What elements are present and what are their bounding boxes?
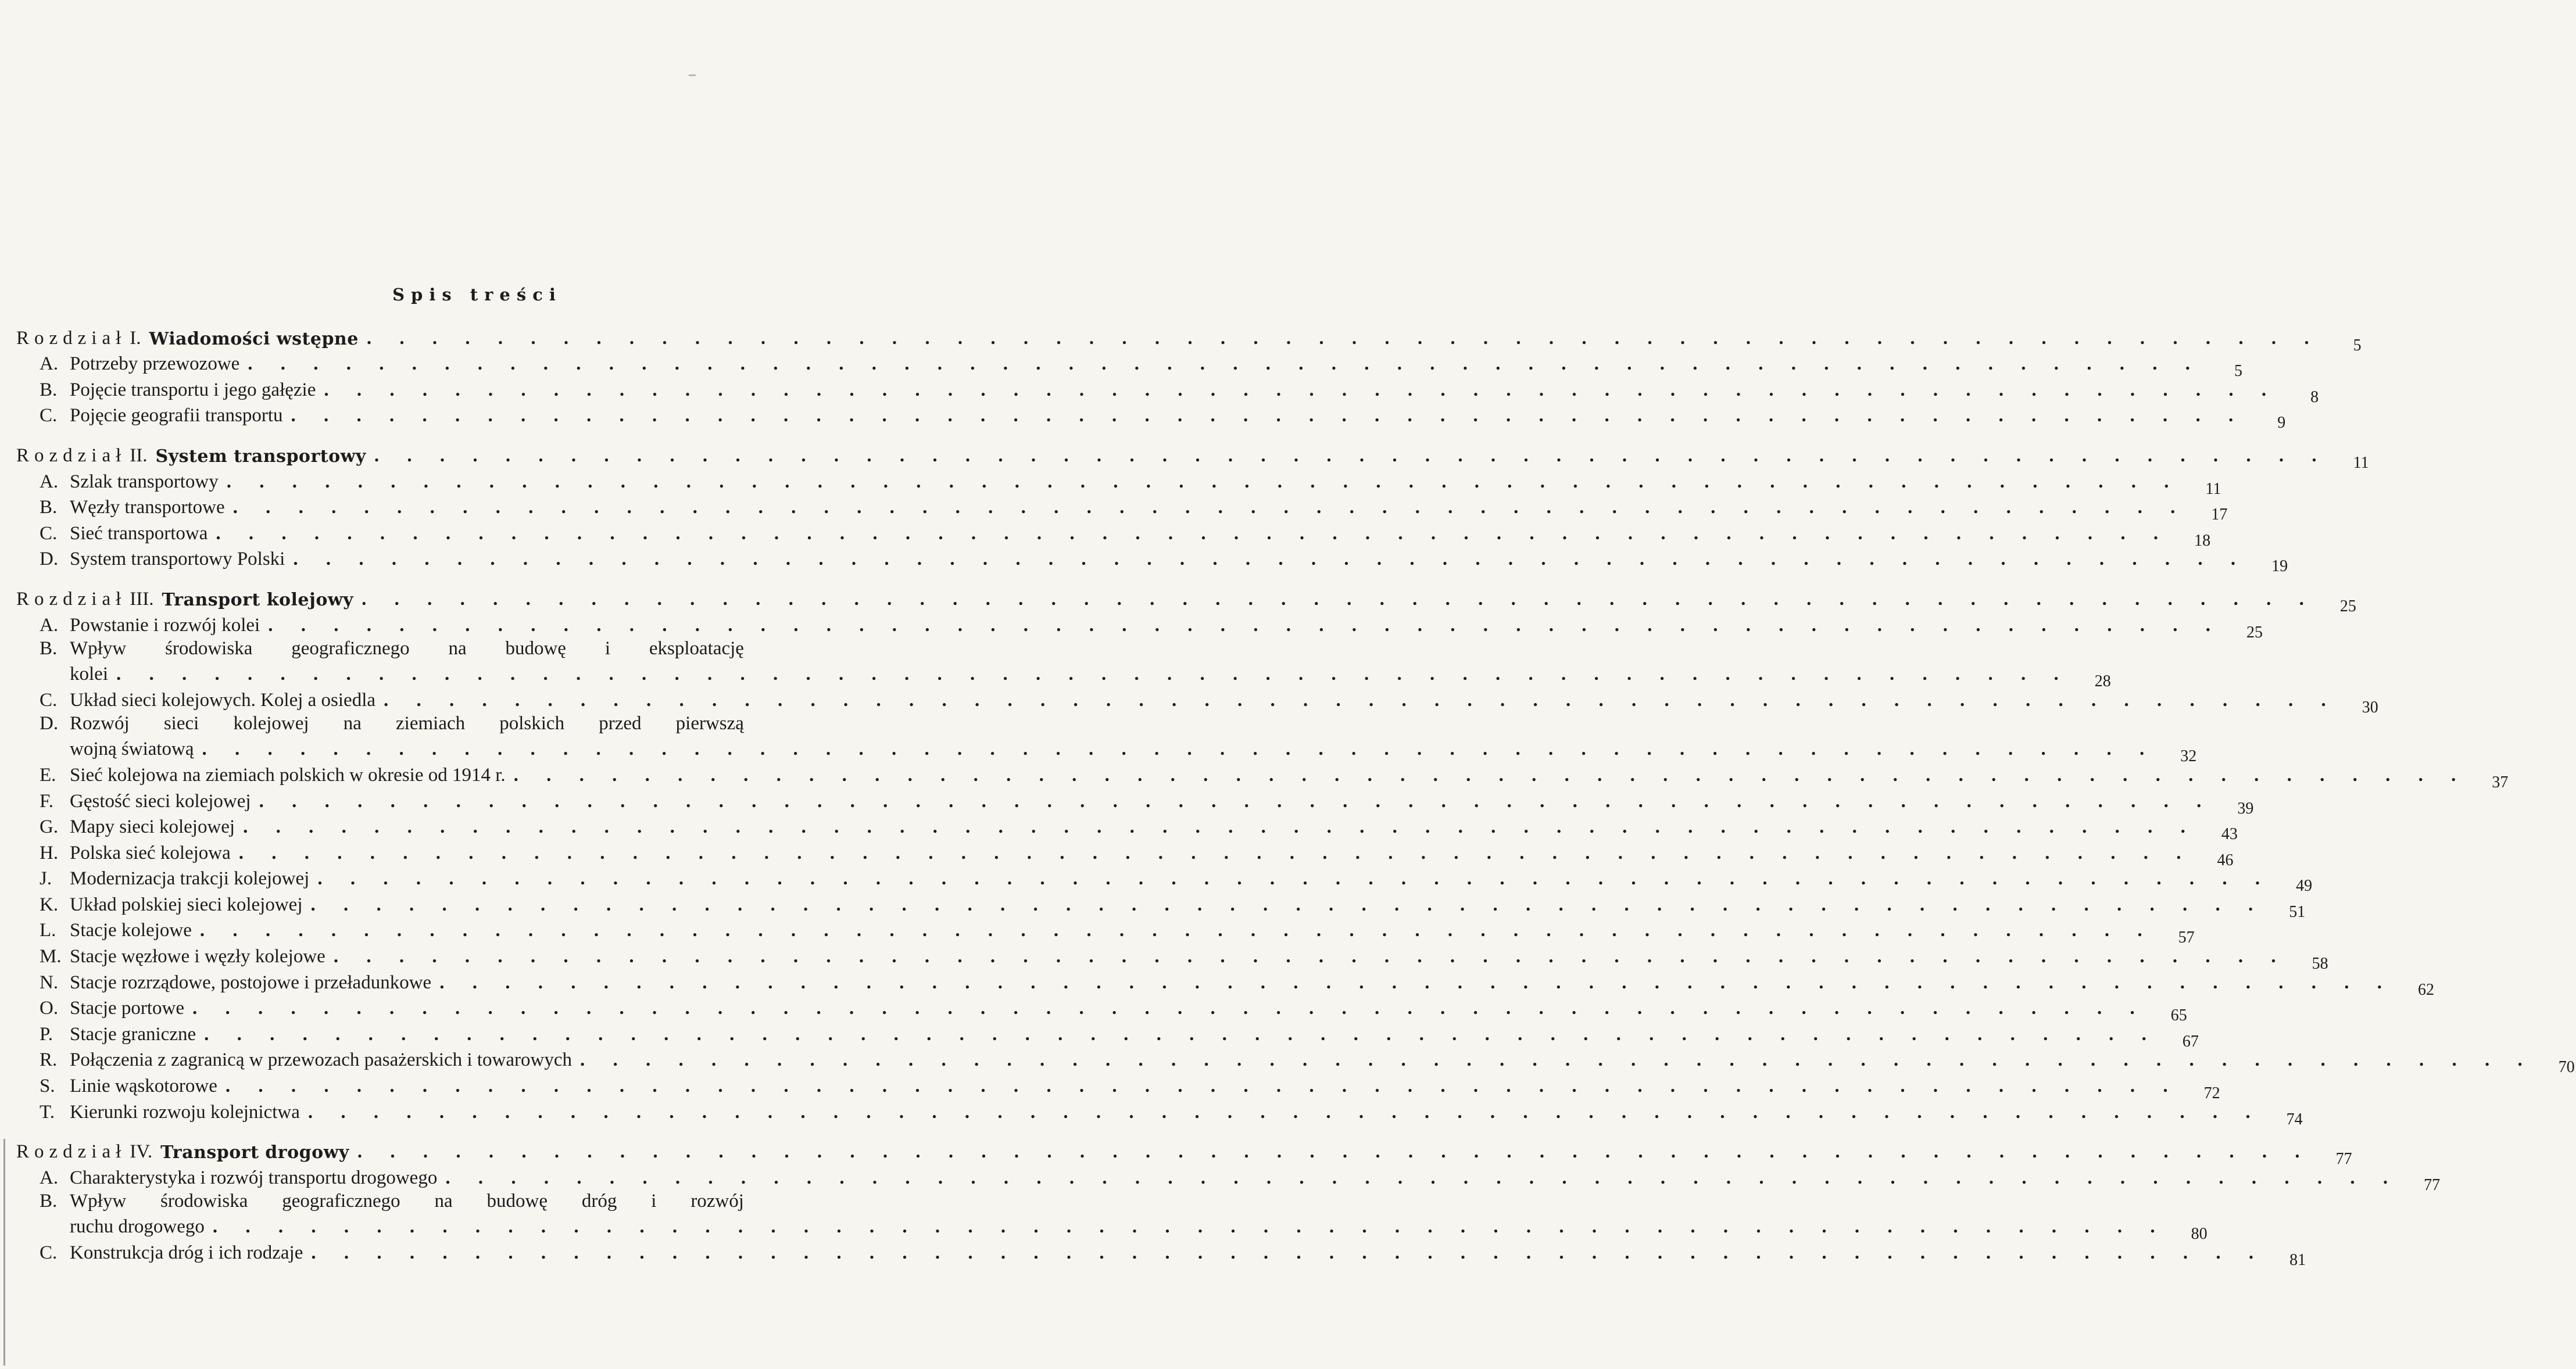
chapter-gap xyxy=(16,570,783,584)
section-title: Sieć transportowa xyxy=(70,522,208,544)
chapter-title: Transport kolejowy xyxy=(162,589,354,610)
section-letter: A. xyxy=(40,353,59,375)
section-title: Stacje kolejowe xyxy=(70,920,192,941)
section-title: System transportowy Polski xyxy=(70,549,285,570)
section-row[interactable] xyxy=(16,1097,2303,1128)
section-label xyxy=(16,1191,744,1212)
chapter-row[interactable] xyxy=(16,323,2362,354)
section-row[interactable] xyxy=(16,890,2306,921)
section-row-continuation[interactable] xyxy=(16,734,2197,766)
section-title-continuation: ruchu drogowego xyxy=(70,1216,205,1238)
section-letter: S. xyxy=(40,1076,55,1097)
page-number: 32 xyxy=(2180,747,2197,766)
section-letter: T. xyxy=(40,1101,55,1123)
section-label xyxy=(16,1024,196,1045)
dot-leader: . . . . . . . . . . . . . . . . . . . . . . . . . . . . . . . . . . . . . . . . . . . . . . . . . . . . . . . . . . . . xyxy=(116,664,2070,685)
section-letter: K. xyxy=(40,894,59,915)
section-letter: N. xyxy=(40,972,59,993)
section-label xyxy=(16,894,303,916)
dot-leader: . . . . . . . . . . . . . . . . . . . . . . . . . . . . . . . . . . . . . . . . . . . . . . . . . . . . . . . . . . . . xyxy=(579,1049,2534,1071)
section-label xyxy=(16,843,231,864)
section-title: Modernizacja trakcji kolejowej xyxy=(70,868,310,890)
page-number: 80 xyxy=(2191,1225,2208,1243)
page-number: 25 xyxy=(2246,623,2263,642)
section-letter: B. xyxy=(40,637,58,659)
page-number: 49 xyxy=(2296,877,2313,895)
dot-leader: . . . . . . . . . . . . . . . . . . . . . . . . . . . . . . . . . . . . . . . . . . . . . . . . . . . . . . . . . . . . xyxy=(310,894,2265,915)
section-label xyxy=(16,998,184,1019)
section-title: Układ sieci kolejowych. Kolej a osiedla xyxy=(70,689,376,711)
page-number: 58 xyxy=(2312,955,2328,973)
section-label xyxy=(16,1102,300,1123)
dot-leader: . . . . . . . . . . . . . . . . . . . . . . . . . . . . . . . . . . . . . . . . . . . . . . . . . . . . . . . . . . . . xyxy=(307,1101,2262,1123)
section-row[interactable] xyxy=(16,760,2509,791)
section-row[interactable] xyxy=(16,1019,2199,1051)
section-title: Stacje graniczne xyxy=(70,1023,196,1045)
section-letter: D. xyxy=(40,712,59,734)
section-title xyxy=(70,1191,744,1212)
dot-leader: . . . . . . . . . . . . . . . . . . . . . . . . . . . . . . . . . . . . . . . . . . . . . . . . . . . . . . . . . . . . xyxy=(445,1167,2400,1188)
dot-leader: . . . . . . . . . . . . . . . . . . . . . . . . . . . . . . . . . . . . . . . . . . . . . . . . . . . . . . . . . . . . xyxy=(232,497,2187,518)
dot-leader: . . . . . . . . . . . . . . . . . . . . . . . . . . . . . . . . . . . . . . . . . . . . . . . . . . . . . . . . . . . . xyxy=(226,471,2181,492)
word: na xyxy=(434,1190,453,1212)
section-row[interactable] xyxy=(16,401,2286,432)
section-label xyxy=(16,405,283,427)
section-letter: R. xyxy=(40,1049,58,1071)
word: na xyxy=(448,637,467,659)
section-title: Sieć kolejowa na ziemiach polskich w okresie od 1914 r. xyxy=(70,764,506,786)
chapter-row[interactable] xyxy=(16,1137,2352,1169)
section-title: Pojęcie geografii transportu xyxy=(70,405,283,427)
section-row[interactable] xyxy=(16,685,2378,716)
word: na xyxy=(343,712,362,734)
section-letter: A. xyxy=(40,1167,59,1188)
section-title: Stacje rozrządowe, postojowe i przeładunkowe xyxy=(70,972,432,993)
scan-edge-mark xyxy=(3,1139,5,1366)
dot-leader: . . . . . . . . . . . . . . . . . . . . . . . . . . . . . . . . . . . . . . . . . . . . . . . . . . . . . . . . . . . . xyxy=(248,353,2202,375)
section-title: Linie wąskotorowe xyxy=(70,1076,217,1097)
section-letter: O. xyxy=(40,998,59,1019)
section-letter: G. xyxy=(40,816,59,838)
page-number: 5 xyxy=(2234,362,2243,381)
word: przed xyxy=(599,712,642,734)
dot-leader: . . . . . . . . . . . . . . . . . . . . . . . . . . . . . . . . . . . . . . . . . . . . . . . . . . . . . . . . . . . . xyxy=(333,946,2288,967)
word: budowę xyxy=(505,637,566,659)
page-number: 57 xyxy=(2178,929,2195,947)
section-row[interactable] xyxy=(16,786,2254,818)
section-row-continuation[interactable] xyxy=(16,1212,2208,1243)
page-number: 46 xyxy=(2217,851,2234,869)
section-letter: F. xyxy=(40,790,53,812)
word: i xyxy=(604,637,610,659)
word: kolejowej xyxy=(233,712,309,734)
chapter-number: II. xyxy=(130,445,148,466)
section-label xyxy=(16,1167,437,1189)
section-label xyxy=(16,765,506,786)
section-row[interactable] xyxy=(16,544,2288,576)
page-number: 17 xyxy=(2211,506,2228,524)
scan-speck xyxy=(689,74,696,76)
chapter-label xyxy=(16,445,366,467)
section-label xyxy=(16,1242,303,1264)
dot-leader: . . . . . . . . . . . . . . . . . . . . . . . . . . . . . . . . . . . . . . . . . . . . . . . . . . . . . . . . . . . . xyxy=(238,842,2193,863)
word: środowiska xyxy=(160,1190,248,1212)
dot-leader: . . . . . . . . . . . . . . . . . . . . . . . . . . . . . . . . . . . . . . . . . . . . . . . . . . . . . . . . . . . . xyxy=(366,327,2321,349)
section-letter: J. xyxy=(40,868,52,890)
word: dróg xyxy=(581,1190,617,1212)
section-title: Gęstość sieci kolejowej xyxy=(70,790,251,812)
word: eksploatację xyxy=(649,637,744,659)
page-number: 65 xyxy=(2170,1006,2187,1025)
page-number: 72 xyxy=(2203,1084,2220,1103)
section-label xyxy=(16,713,744,734)
section-letter: C. xyxy=(40,405,58,427)
page-number: 9 xyxy=(2277,414,2286,432)
dot-leader: . . . . . . . . . . . . . . . . . . . . . . . . . . . . . . . . . . . . . . . . . . . . . . . . . . . . . . . . . . . . xyxy=(212,1216,2167,1238)
section-title: Połączenia z zagranicą w przewozach pasażerskich i towarowych xyxy=(70,1049,572,1071)
dot-leader: . . . . . . . . . . . . . . . . . . . . . . . . . . . . . . . . . . . . . . . . . . . . . . . . . . . . . . . . . . . . xyxy=(293,549,2248,570)
section-label xyxy=(16,972,431,994)
section-row[interactable] xyxy=(16,864,2313,895)
word: Wpływ xyxy=(70,1190,127,1212)
section-label xyxy=(16,523,207,544)
section-title: Układ polskiej sieci kolejowej xyxy=(70,894,303,915)
section-label xyxy=(16,946,325,967)
word: geograficznego xyxy=(291,637,410,659)
section-label xyxy=(16,549,285,570)
section-label xyxy=(16,816,235,838)
section-letter: L. xyxy=(40,920,56,941)
dot-leader: . . . . . . . . . . . . . . . . . . . . . . . . . . . . . . . . . . . . . . . . . . . . . . . . . . . . . . . . . . . . xyxy=(317,868,2272,890)
section-label xyxy=(16,1049,572,1071)
section-row[interactable] xyxy=(16,941,2328,973)
section-title: Pojęcie transportu i jego gałęzie xyxy=(70,379,316,400)
chapter-title: Wiadomości wstępne xyxy=(149,328,359,349)
section-letter: A. xyxy=(40,471,59,492)
section-label xyxy=(16,379,316,401)
chapter-number: I. xyxy=(130,327,141,349)
section-title xyxy=(70,638,744,660)
page-number: 70 xyxy=(2558,1058,2575,1077)
dot-leader: . . . . . . . . . . . . . . . . . . . . . . . . . . . . . . . . . . . . . . . . . . . . . . . . . . . . . . . . . . . . xyxy=(357,1141,2312,1163)
chapter-word: Rozdział xyxy=(16,445,127,466)
section-label xyxy=(16,497,225,518)
section-letter: B. xyxy=(40,379,58,400)
page-number: 67 xyxy=(2182,1032,2199,1051)
chapter-title: System transportowy xyxy=(155,446,366,467)
word: rozwój xyxy=(690,1190,744,1212)
page-number: 77 xyxy=(2335,1150,2352,1169)
chapter-row[interactable] xyxy=(16,584,2356,615)
chapter-number: IV. xyxy=(130,1141,153,1163)
section-label xyxy=(16,615,260,636)
section-row[interactable] xyxy=(16,375,2319,406)
section-letter: C. xyxy=(40,1242,58,1263)
section-title: Charakterystyka i rozwój transportu drogowego xyxy=(70,1167,438,1188)
page-number: 62 xyxy=(2417,980,2434,999)
dot-leader: . . . . . . . . . . . . . . . . . . . . . . . . . . . . . . . . . . . . . . . . . . . . . . . . . . . . . . . . . . . . xyxy=(243,816,2197,838)
section-row[interactable] xyxy=(16,994,2187,1025)
dot-leader: . . . . . . . . . . . . . . . . . . . . . . . . . . . . . . . . . . . . . . . . . . . . . . . . . . . . . . . . . . . . xyxy=(324,379,2278,400)
chapter-word: Rozdział xyxy=(16,1141,127,1163)
section-title xyxy=(70,713,744,734)
page-number: 37 xyxy=(2492,773,2509,791)
section-label xyxy=(16,471,219,493)
chapter-title: Transport drogowy xyxy=(160,1142,349,1163)
word: budowę xyxy=(486,1190,548,1212)
dot-leader: . . . . . . . . . . . . . . . . . . . . . . . . . . . . . . . . . . . . . . . . . . . . . . . . . . . . . . . . . . . . xyxy=(384,689,2338,711)
section-title: Szlak transportowy xyxy=(70,471,219,492)
dot-leader: . . . . . . . . . . . . . . . . . . . . . . . . . . . . . . . . . . . . . . . . . . . . . . . . . . . . . . . . . . . . xyxy=(259,790,2213,812)
section-letter: D. xyxy=(40,549,59,570)
page-number: 43 xyxy=(2221,825,2238,844)
section-title: Kierunki rozwoju kolejnictwa xyxy=(70,1101,300,1123)
section-row[interactable] xyxy=(16,838,2234,869)
page-number: 28 xyxy=(2094,672,2111,691)
page-number: 19 xyxy=(2271,557,2288,576)
dot-leader: . . . . . . . . . . . . . . . . . . . . . . . . . . . . . . . . . . . . . . . . . . . . . . . . . . . . . . . . . . . . xyxy=(225,1076,2180,1097)
chapter-word: Rozdział xyxy=(16,588,127,610)
section-label xyxy=(16,791,251,812)
table-of-contents xyxy=(16,323,2575,1269)
section-row[interactable] xyxy=(16,467,2221,498)
section-row[interactable] xyxy=(16,349,2243,381)
word: Wpływ xyxy=(70,637,127,659)
dot-leader: . . . . . . . . . . . . . . . . . . . . . . . . . . . . . . . . . . . . . . . . . . . . . . . . . . . . . . . . . . . . xyxy=(204,1023,2158,1045)
section-row[interactable] xyxy=(16,636,783,660)
dot-leader: . . . . . . . . . . . . . . . . . . . . . . . . . . . . . . . . . . . . . . . . . . . . . . . . . . . . . . . . . . . . xyxy=(192,998,2146,1019)
word: geograficznego xyxy=(282,1190,400,1212)
toc-heading: Spis treści xyxy=(392,285,562,304)
dot-leader: . . . . . . . . . . . . . . . . . . . . . . . . . . . . . . . . . . . . . . . . . . . . . . . . . . . . . . . . . . . . xyxy=(291,405,2245,427)
section-letter: B. xyxy=(40,1190,58,1212)
chapter-label xyxy=(16,328,359,349)
section-letter: C. xyxy=(40,689,58,711)
dot-leader: . . . . . . . . . . . . . . . . . . . . . . . . . . . . . . . . . . . . . . . . . . . . . . . . . . . . . . . . . . . . xyxy=(202,739,2156,760)
word: polskich xyxy=(499,712,565,734)
page-number: 5 xyxy=(2353,336,2362,354)
page-number: 8 xyxy=(2310,388,2319,406)
section-letter: E. xyxy=(40,764,56,786)
section-row[interactable] xyxy=(16,518,2211,550)
section-row[interactable] xyxy=(16,610,2263,642)
dot-leader: . . . . . . . . . . . . . . . . . . . . . . . . . . . . . . . . . . . . . . . . . . . . . . . . . . . . . . . . . . . . xyxy=(439,972,2393,993)
section-row[interactable] xyxy=(16,1071,2220,1103)
section-row[interactable] xyxy=(16,812,2238,844)
section-label xyxy=(16,690,375,711)
dot-leader: . . . . . . . . . . . . . . . . . . . . . . . . . . . . . . . . . . . . . . . . . . . . . . . . . . . . . . . . . . . . xyxy=(513,764,2468,786)
page-number: 11 xyxy=(2353,453,2369,472)
section-title-continuation: wojną światową xyxy=(70,739,194,760)
dot-leader: . . . . . . . . . . . . . . . . . . . . . . . . . . . . . . . . . . . . . . . . . . . . . . . . . . . . . . . . . . . . xyxy=(216,522,2170,544)
page-number: 30 xyxy=(2362,698,2378,716)
section-title: Polska sieć kolejowa xyxy=(70,842,231,863)
chapter-gap xyxy=(16,427,783,440)
word: sieci xyxy=(163,712,199,734)
section-row[interactable] xyxy=(16,967,2434,999)
section-row-continuation[interactable] xyxy=(16,660,2111,691)
section-title: Potrzeby przewozowe xyxy=(70,353,240,375)
section-title-continuation: kolei xyxy=(70,664,108,685)
word: i xyxy=(651,1190,657,1212)
page-number: 11 xyxy=(2205,479,2221,498)
page-number: 81 xyxy=(2289,1251,2306,1269)
dot-leader: . . . . . . . . . . . . . . . . . . . . . . . . . . . . . . . . . . . . . . . . . . . . . . . . . . . . . . . . . . . . xyxy=(374,445,2328,466)
chapter-row[interactable] xyxy=(16,440,2369,472)
page-number: 25 xyxy=(2339,597,2356,615)
chapter-gap xyxy=(16,1123,783,1137)
chapter-label xyxy=(16,1141,349,1163)
page-number: 39 xyxy=(2237,799,2254,818)
section-row[interactable] xyxy=(16,1238,2306,1269)
dot-leader: . . . . . . . . . . . . . . . . . . . . . . . . . . . . . . . . . . . . . . . . . . . . . . . . . . . . . . . . . . . . xyxy=(311,1242,2266,1263)
section-title: Stacje węzłowe i węzły kolejowe xyxy=(70,946,325,967)
section-letter: B. xyxy=(40,497,58,518)
chapter-label xyxy=(16,589,353,610)
section-letter: A. xyxy=(40,614,59,636)
section-label xyxy=(16,1076,217,1097)
section-title: Węzły transportowe xyxy=(70,497,225,518)
page-number: 18 xyxy=(2194,531,2211,550)
section-letter: H. xyxy=(40,842,59,863)
section-row[interactable] xyxy=(16,493,2228,524)
word: Rozwój xyxy=(70,712,130,734)
page-number: 77 xyxy=(2424,1176,2441,1194)
section-label xyxy=(16,868,309,890)
dot-leader: . . . . . . . . . . . . . . . . . . . . . . . . . . . . . . . . . . . . . . . . . . . . . . . . . . . . . . . . . . . . xyxy=(268,614,2222,636)
section-title: Powstanie i rozwój kolei xyxy=(70,614,260,636)
dot-leader: . . . . . . . . . . . . . . . . . . . . . . . . . . . . . . . . . . . . . . . . . . . . . . . . . . . . . . . . . . . . xyxy=(199,920,2154,941)
section-title: Konstrukcja dróg i ich rodzaje xyxy=(70,1242,303,1263)
section-row[interactable] xyxy=(16,1189,783,1212)
section-row[interactable] xyxy=(16,711,783,734)
section-letter: M. xyxy=(40,946,62,967)
section-letter: C. xyxy=(40,522,58,544)
page-number: 51 xyxy=(2289,902,2306,921)
section-row[interactable] xyxy=(16,916,2195,947)
word: ziemiach xyxy=(396,712,466,734)
page-number: 74 xyxy=(2286,1110,2303,1128)
chapter-number: III. xyxy=(130,588,154,610)
section-title: Stacje portowe xyxy=(70,998,185,1019)
dot-leader: . . . . . . . . . . . . . . . . . . . . . . . . . . . . . . . . . . . . . . . . . . . . . . . . . . . . . . . . . . . . xyxy=(362,588,2316,610)
section-row[interactable] xyxy=(16,1163,2441,1194)
word: pierwszą xyxy=(675,712,744,734)
section-title: Mapy sieci kolejowej xyxy=(70,816,235,838)
chapter-word: Rozdział xyxy=(16,327,127,349)
section-label xyxy=(16,920,192,941)
section-letter: P. xyxy=(40,1023,53,1045)
word: środowiska xyxy=(165,637,253,659)
section-row[interactable] xyxy=(16,1045,2575,1077)
section-label xyxy=(16,353,239,375)
section-label xyxy=(16,638,744,660)
